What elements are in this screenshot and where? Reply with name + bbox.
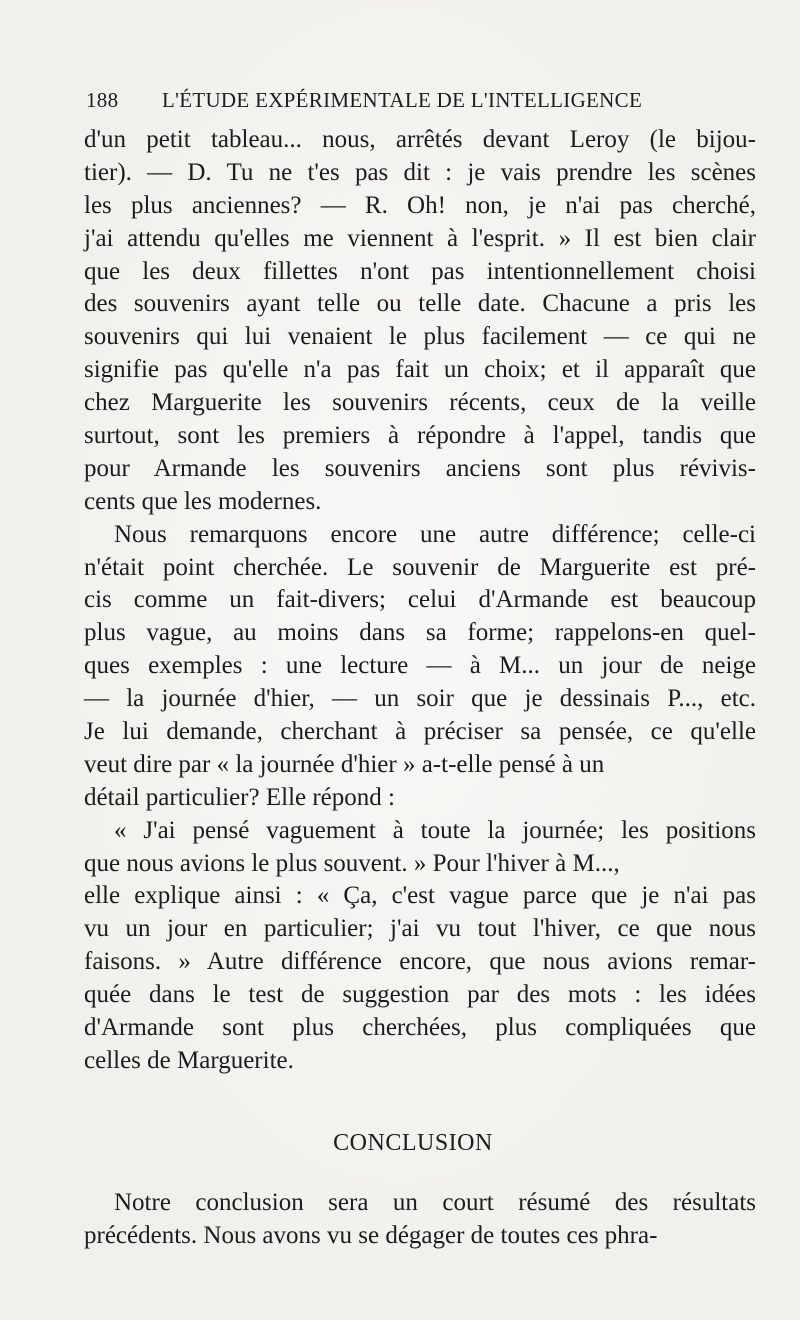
text-line: quée dans le test de suggestion par des mots : les idées [84, 981, 756, 1009]
text-line: — la journée d'hier, — un soir que je dessinais P..., etc. [84, 685, 756, 713]
text-line: celles de Marguerite. [84, 1046, 294, 1074]
text-line: ques exemples : une lecture — à M... un jour de neige [84, 652, 756, 680]
text-line: Je lui demande, cherchant à préciser sa pensée, ce qu'elle [84, 718, 756, 746]
body-text [84, 124, 756, 1078]
text-line: des souvenirs ayant telle ou telle date. Chacune a pris les [84, 290, 756, 318]
text-line: veut dire par « la journée d'hier » a-t-elle pensé à un [84, 750, 605, 778]
paragraph-start-line: Notre conclusion sera un court résumé des résultats [114, 1189, 756, 1216]
section-text [84, 1186, 756, 1252]
text-line: j'ai attendu qu'elles me viennent à l'esprit. » Il est bien clair [84, 224, 756, 252]
text-line: détail particulier? Elle répond : [84, 783, 395, 811]
page-number: 188 [86, 88, 119, 112]
text-line: surtout, sont les premiers à répondre à l'appel, tandis que [84, 422, 756, 450]
text-line: cis comme un fait-divers; celui d'Armande est beaucoup [84, 586, 756, 614]
text-line: souvenirs qui lui venaient le plus facilement — ce qui ne [84, 323, 756, 351]
text-line: elle explique ainsi : « Ça, c'est vague parce que je n'ai pas [84, 882, 756, 910]
text-line: d'Armande sont plus cherchées, plus compliquées que [84, 1014, 756, 1042]
text-line: pour Armande les souvenirs anciens sont plus révivis- [84, 454, 756, 482]
text-line: vu un jour en particulier; j'ai vu tout l'hiver, ce que nous [84, 915, 756, 943]
text-line: n'était point cherchée. Le souvenir de Marguerite est pré- [84, 553, 756, 581]
text-line: faisons. » Autre différence encore, que nous avions remar- [84, 948, 756, 976]
running-head [86, 88, 686, 118]
running-title: L'ÉTUDE EXPÉRIMENTALE DE L'INTELLIGENCE [162, 88, 643, 112]
text-line: plus vague, au moins dans sa forme; rappelons-en quel- [84, 619, 756, 647]
text-line: chez Marguerite les souvenirs récents, ceux de la veille [84, 389, 756, 417]
section-heading: CONCLUSION [333, 1130, 493, 1156]
text-line: tier). — D. Tu ne t'es pas dit : je vais prendre les scènes [84, 158, 756, 186]
text-line: que les deux fillettes n'ont pas intentionnellement choisi [84, 257, 756, 285]
text-line: précédents. Nous avons vu se dégager de toutes ces phra- [84, 1221, 658, 1249]
text-line: signifie pas qu'elle n'a pas fait un choix; et il apparaît que [84, 356, 756, 384]
paragraph-start-line: Nous remarquons encore une autre différence; celle-ci [114, 520, 756, 548]
paragraph-start-line: « J'ai pensé vaguement à toute la journée; les positions [114, 816, 756, 844]
text-line: d'un petit tableau... nous, arrêtés devant Leroy (le bijou- [84, 126, 756, 153]
text-line: les plus anciennes? — R. Oh! non, je n'ai pas cherché, [84, 191, 756, 219]
text-line: que nous avions le plus souvent. » Pour l'hiver à M..., [84, 849, 620, 877]
text-line: cents que les modernes. [84, 487, 322, 515]
